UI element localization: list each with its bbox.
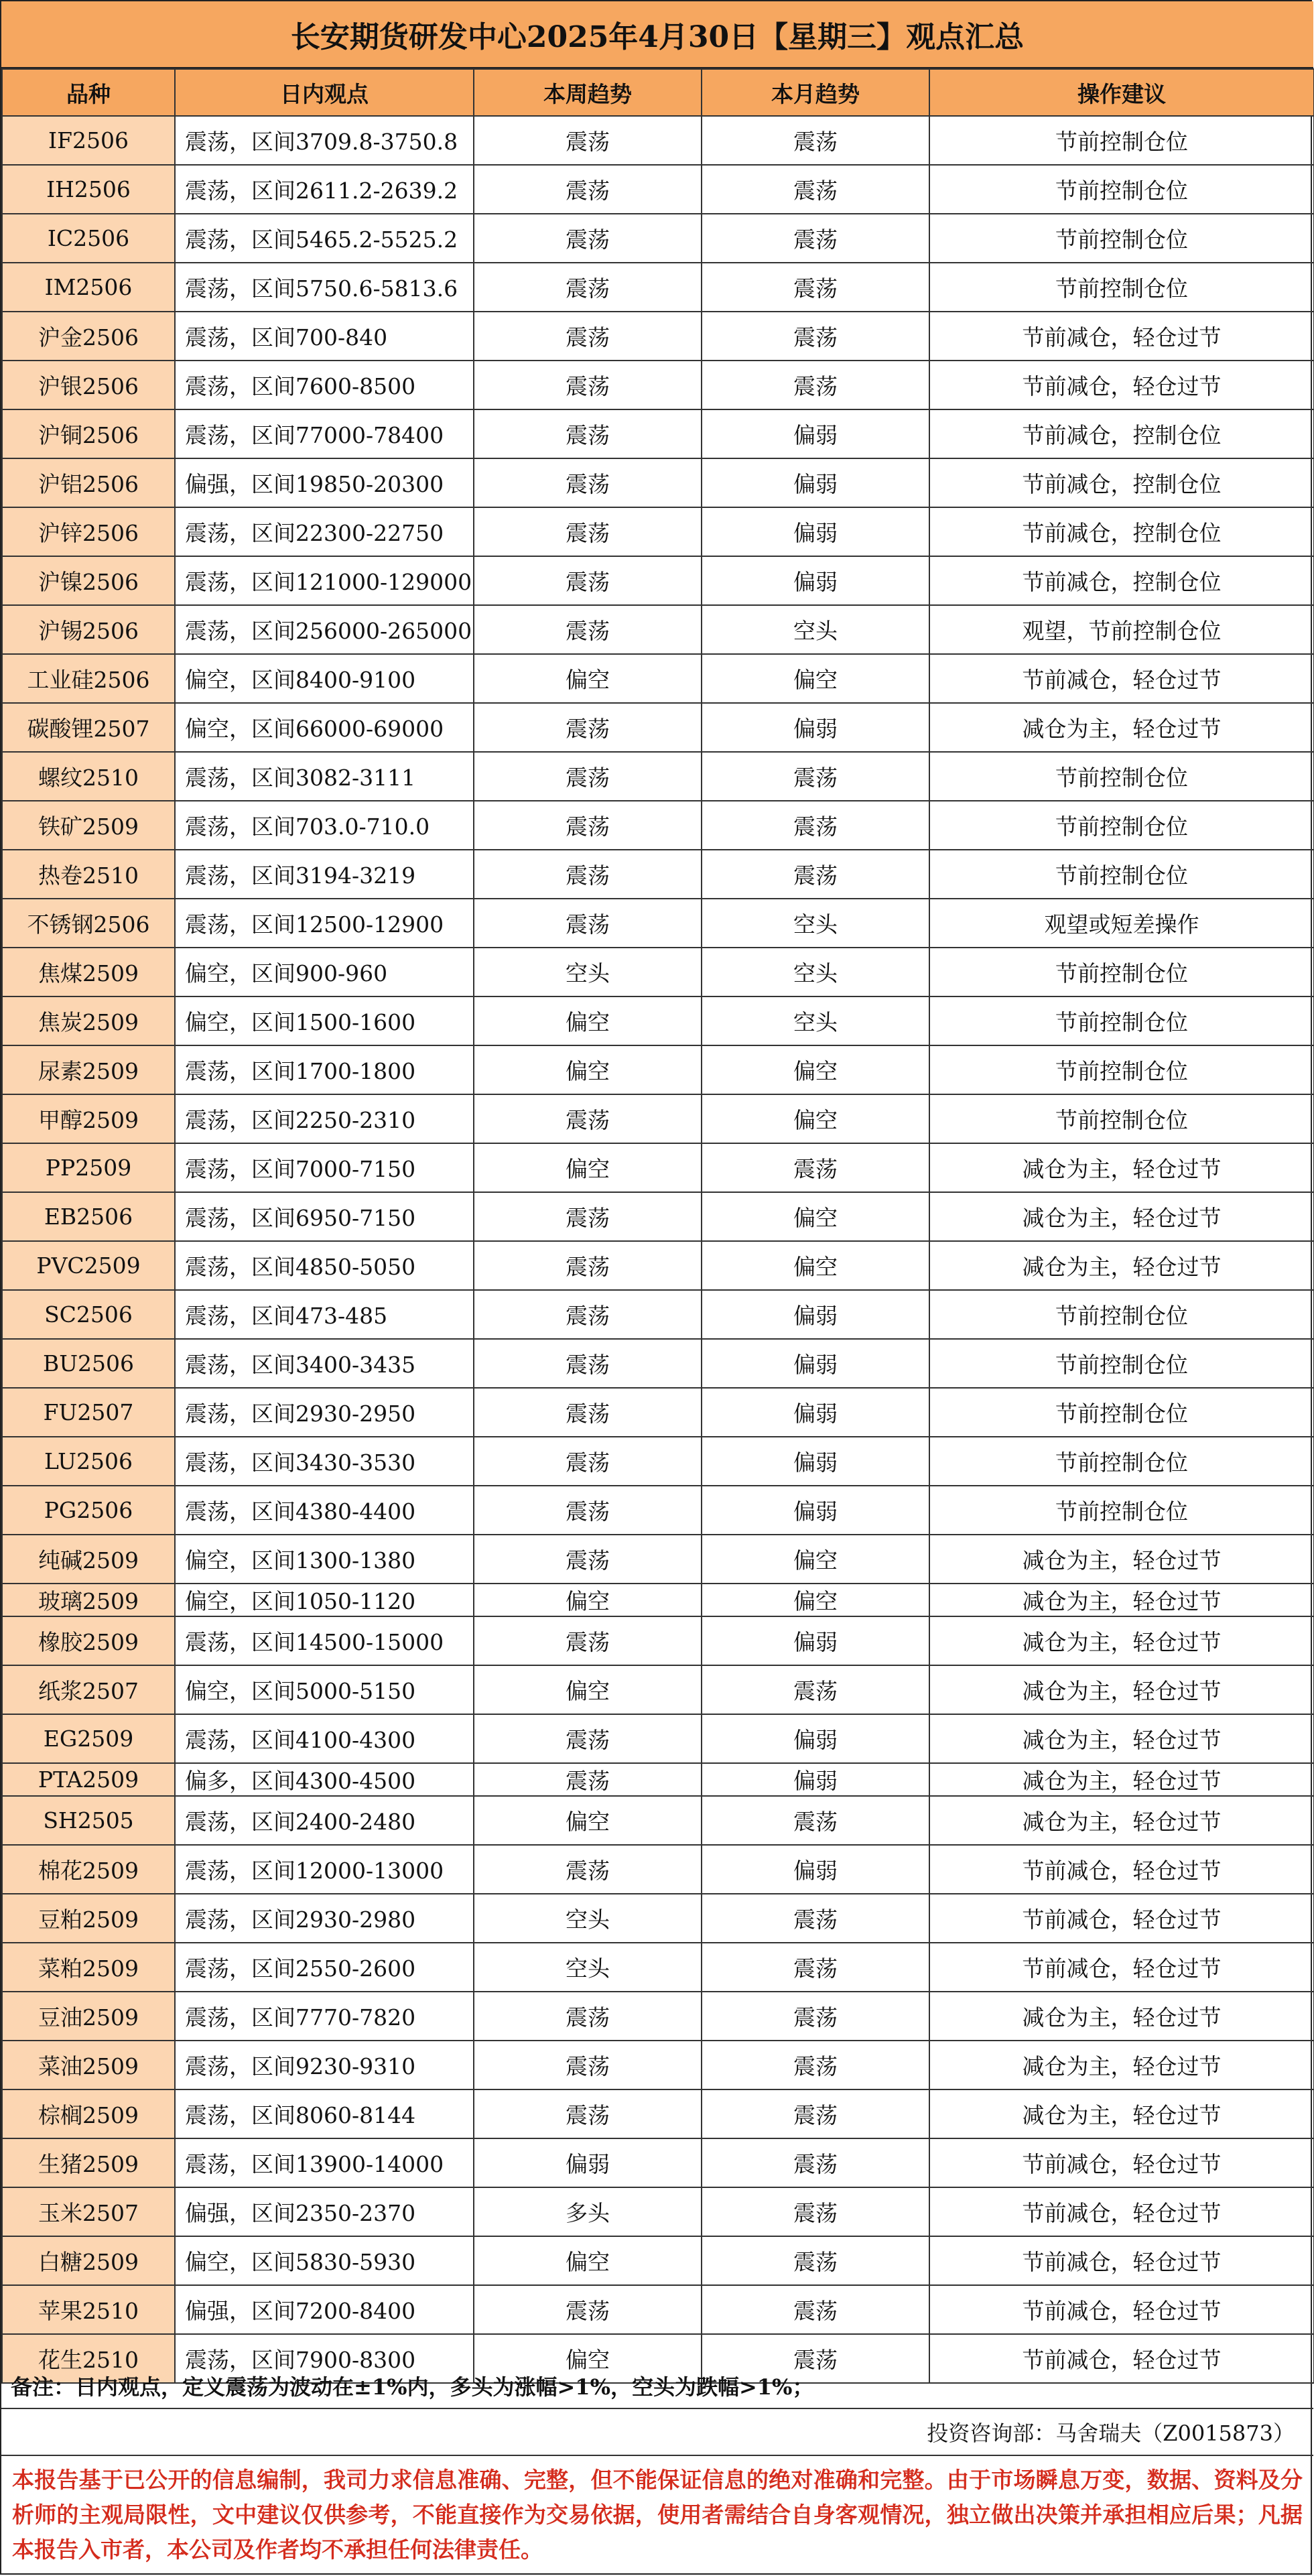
operation-advice-cell: 节前控制仓位 — [929, 996, 1314, 1045]
operation-advice-cell: 节前控制仓位 — [929, 1437, 1314, 1486]
variety-cell: BU2506 — [2, 1339, 175, 1388]
variety-cell: IH2506 — [2, 165, 175, 214]
intraday-view-cell: 震荡，区间12000-13000 — [175, 1845, 474, 1894]
table-row — [2, 1437, 1314, 1486]
table-row — [2, 1339, 1314, 1388]
intraday-view-cell: 震荡，区间9230-9310 — [175, 2041, 474, 2089]
variety-cell: LU2506 — [2, 1437, 175, 1486]
table-row — [2, 2041, 1314, 2089]
weekly-trend-cell: 震荡 — [474, 165, 702, 214]
table-row — [2, 654, 1314, 703]
operation-advice-cell: 减仓为主，轻仓过节 — [929, 1535, 1314, 1584]
variety-cell: 沪铜2506 — [2, 409, 175, 458]
intraday-view-cell: 偏空，区间1500-1600 — [175, 996, 474, 1045]
contact-info: 投资咨询部：马舍瑞夫（Z0015873） — [1, 2409, 1313, 2456]
weekly-trend-cell: 震荡 — [474, 1437, 702, 1486]
monthly-trend-cell: 偏弱 — [702, 507, 929, 556]
variety-cell: 花生2510 — [2, 2334, 175, 2383]
header-variety: 品种 — [2, 69, 175, 116]
weekly-trend-cell: 震荡 — [474, 1486, 702, 1535]
table-row — [2, 1665, 1314, 1714]
operation-advice-cell: 节前减仓，轻仓过节 — [929, 361, 1314, 409]
monthly-trend-cell: 震荡 — [702, 1796, 929, 1845]
intraday-view-cell: 震荡，区间2550-2600 — [175, 1943, 474, 1992]
variety-cell: 沪锌2506 — [2, 507, 175, 556]
monthly-trend-cell: 震荡 — [702, 2041, 929, 2089]
variety-cell: 螺纹2510 — [2, 752, 175, 801]
weekly-trend-cell: 多头 — [474, 2187, 702, 2236]
variety-cell: EG2509 — [2, 1714, 175, 1763]
monthly-trend-cell: 震荡 — [702, 1894, 929, 1943]
table-row — [2, 1486, 1314, 1535]
intraday-view-cell: 震荡，区间2930-2950 — [175, 1388, 474, 1437]
weekly-trend-cell: 偏空 — [474, 1584, 702, 1616]
operation-advice-cell: 节前控制仓位 — [929, 948, 1314, 996]
variety-cell: 白糖2509 — [2, 2236, 175, 2285]
monthly-trend-cell: 空头 — [702, 948, 929, 996]
monthly-trend-cell: 震荡 — [702, 361, 929, 409]
intraday-view-cell: 震荡，区间4850-5050 — [175, 1241, 474, 1290]
operation-advice-cell: 减仓为主，轻仓过节 — [929, 1616, 1314, 1665]
weekly-trend-cell: 震荡 — [474, 214, 702, 263]
variety-cell: 沪锡2506 — [2, 605, 175, 654]
intraday-view-cell: 震荡，区间2930-2980 — [175, 1894, 474, 1943]
table-row — [2, 703, 1314, 752]
monthly-trend-cell: 偏空 — [702, 1584, 929, 1616]
variety-cell: SH2505 — [2, 1796, 175, 1845]
table-row — [2, 1845, 1314, 1894]
intraday-view-cell: 震荡，区间14500-15000 — [175, 1616, 474, 1665]
table-row — [2, 1943, 1314, 1992]
monthly-trend-cell: 偏空 — [702, 1241, 929, 1290]
monthly-trend-cell: 偏弱 — [702, 1486, 929, 1535]
variety-cell: SC2506 — [2, 1290, 175, 1339]
monthly-trend-cell: 震荡 — [702, 1143, 929, 1192]
table-row — [2, 556, 1314, 605]
operation-advice-cell: 节前减仓，轻仓过节 — [929, 654, 1314, 703]
operation-advice-cell: 减仓为主，轻仓过节 — [929, 1992, 1314, 2041]
intraday-view-cell: 偏空，区间5830-5930 — [175, 2236, 474, 2285]
table-row — [2, 1143, 1314, 1192]
weekly-trend-cell: 震荡 — [474, 507, 702, 556]
operation-advice-cell: 节前控制仓位 — [929, 165, 1314, 214]
header-weekly-trend: 本周趋势 — [474, 69, 702, 116]
operation-advice-cell: 节前减仓，轻仓过节 — [929, 2236, 1314, 2285]
table-row — [2, 1894, 1314, 1943]
monthly-trend-cell: 震荡 — [702, 801, 929, 850]
table-row — [2, 263, 1314, 312]
table-row — [2, 1388, 1314, 1437]
monthly-trend-cell: 偏空 — [702, 1094, 929, 1143]
table-row — [2, 2089, 1314, 2138]
monthly-trend-cell: 偏弱 — [702, 1763, 929, 1796]
weekly-trend-cell: 偏空 — [474, 654, 702, 703]
monthly-trend-cell: 偏弱 — [702, 1845, 929, 1894]
table-row — [2, 2138, 1314, 2187]
operation-advice-cell: 节前控制仓位 — [929, 1486, 1314, 1535]
intraday-view-cell: 偏强，区间7200-8400 — [175, 2285, 474, 2334]
weekly-trend-cell: 震荡 — [474, 850, 702, 899]
weekly-trend-cell: 偏弱 — [474, 2138, 702, 2187]
intraday-view-cell: 震荡，区间4100-4300 — [175, 1714, 474, 1763]
operation-advice-cell: 观望或短差操作 — [929, 899, 1314, 948]
table-row — [2, 1045, 1314, 1094]
variety-cell: 生猪2509 — [2, 2138, 175, 2187]
variety-cell: FU2507 — [2, 1388, 175, 1437]
operation-advice-cell: 减仓为主，轻仓过节 — [929, 1763, 1314, 1796]
weekly-trend-cell: 震荡 — [474, 1763, 702, 1796]
table-header-row — [2, 69, 1314, 116]
weekly-trend-cell: 震荡 — [474, 1339, 702, 1388]
table-row — [2, 2187, 1314, 2236]
monthly-trend-cell: 震荡 — [702, 1992, 929, 2041]
monthly-trend-cell: 震荡 — [702, 1943, 929, 1992]
table-row — [2, 361, 1314, 409]
variety-cell: 玻璃2509 — [2, 1584, 175, 1616]
variety-cell: 焦煤2509 — [2, 948, 175, 996]
monthly-trend-cell: 偏空 — [702, 1045, 929, 1094]
operation-advice-cell: 节前减仓，控制仓位 — [929, 458, 1314, 507]
operation-advice-cell: 节前控制仓位 — [929, 752, 1314, 801]
table-row — [2, 752, 1314, 801]
table-row — [2, 214, 1314, 263]
weekly-trend-cell: 空头 — [474, 1943, 702, 1992]
variety-cell: 工业硅2506 — [2, 654, 175, 703]
operation-advice-cell: 节前控制仓位 — [929, 1388, 1314, 1437]
weekly-trend-cell: 偏空 — [474, 1665, 702, 1714]
table-row — [2, 1584, 1314, 1616]
table-row — [2, 1094, 1314, 1143]
operation-advice-cell: 减仓为主，轻仓过节 — [929, 1192, 1314, 1241]
variety-cell: 菜粕2509 — [2, 1943, 175, 1992]
operation-advice-cell: 节前控制仓位 — [929, 1094, 1314, 1143]
weekly-trend-cell: 偏空 — [474, 996, 702, 1045]
monthly-trend-cell: 空头 — [702, 899, 929, 948]
operation-advice-cell: 节前减仓，轻仓过节 — [929, 2285, 1314, 2334]
monthly-trend-cell: 偏空 — [702, 654, 929, 703]
monthly-trend-cell: 空头 — [702, 996, 929, 1045]
intraday-view-cell: 震荡，区间703.0-710.0 — [175, 801, 474, 850]
operation-advice-cell: 减仓为主，轻仓过节 — [929, 1143, 1314, 1192]
monthly-trend-cell: 偏弱 — [702, 1616, 929, 1665]
weekly-trend-cell: 震荡 — [474, 1616, 702, 1665]
monthly-trend-cell: 震荡 — [702, 2285, 929, 2334]
weekly-trend-cell: 震荡 — [474, 703, 702, 752]
intraday-view-cell: 震荡，区间3430-3530 — [175, 1437, 474, 1486]
variety-cell: 橡胶2509 — [2, 1616, 175, 1665]
header-intraday-view: 日内观点 — [175, 69, 474, 116]
weekly-trend-cell: 震荡 — [474, 458, 702, 507]
table-row — [2, 605, 1314, 654]
weekly-trend-cell: 震荡 — [474, 801, 702, 850]
operation-advice-cell: 节前控制仓位 — [929, 1339, 1314, 1388]
weekly-trend-cell: 震荡 — [474, 752, 702, 801]
table-row — [2, 850, 1314, 899]
table-row — [2, 1290, 1314, 1339]
operation-advice-cell: 节前减仓，轻仓过节 — [929, 1894, 1314, 1943]
weekly-trend-cell: 偏空 — [474, 1045, 702, 1094]
monthly-trend-cell: 震荡 — [702, 116, 929, 165]
variety-cell: 菜油2509 — [2, 2041, 175, 2089]
variety-cell: 甲醇2509 — [2, 1094, 175, 1143]
variety-cell: EB2506 — [2, 1192, 175, 1241]
intraday-view-cell: 偏空，区间1300-1380 — [175, 1535, 474, 1584]
operation-advice-cell: 节前减仓，轻仓过节 — [929, 312, 1314, 361]
intraday-view-cell: 震荡，区间7770-7820 — [175, 1992, 474, 2041]
operation-advice-cell: 节前减仓，控制仓位 — [929, 507, 1314, 556]
table-row — [2, 1714, 1314, 1763]
monthly-trend-cell: 震荡 — [702, 2089, 929, 2138]
operation-advice-cell: 减仓为主，轻仓过节 — [929, 2041, 1314, 2089]
intraday-view-cell: 偏多，区间4300-4500 — [175, 1763, 474, 1796]
intraday-view-cell: 震荡，区间7000-7150 — [175, 1143, 474, 1192]
intraday-view-cell: 偏空，区间5000-5150 — [175, 1665, 474, 1714]
weekly-trend-cell: 偏空 — [474, 2334, 702, 2383]
intraday-view-cell: 震荡，区间2250-2310 — [175, 1094, 474, 1143]
intraday-view-cell: 震荡，区间77000-78400 — [175, 409, 474, 458]
variety-cell: 尿素2509 — [2, 1045, 175, 1094]
table-row — [2, 801, 1314, 850]
table-row — [2, 1763, 1314, 1796]
variety-cell: IF2506 — [2, 116, 175, 165]
monthly-trend-cell: 偏弱 — [702, 556, 929, 605]
operation-advice-cell: 节前减仓，轻仓过节 — [929, 2334, 1314, 2383]
variety-cell: PP2509 — [2, 1143, 175, 1192]
monthly-trend-cell: 震荡 — [702, 165, 929, 214]
table-row — [2, 948, 1314, 996]
monthly-trend-cell: 偏空 — [702, 1192, 929, 1241]
weekly-trend-cell: 震荡 — [474, 556, 702, 605]
intraday-view-cell: 震荡，区间7600-8500 — [175, 361, 474, 409]
operation-advice-cell: 节前控制仓位 — [929, 116, 1314, 165]
intraday-view-cell: 震荡，区间3194-3219 — [175, 850, 474, 899]
table-row — [2, 1535, 1314, 1584]
weekly-trend-cell: 震荡 — [474, 312, 702, 361]
table-row — [2, 1616, 1314, 1665]
operation-advice-cell: 节前控制仓位 — [929, 1045, 1314, 1094]
header-operation-advice: 操作建议 — [929, 69, 1314, 116]
weekly-trend-cell: 震荡 — [474, 1992, 702, 2041]
intraday-view-cell: 震荡，区间8060-8144 — [175, 2089, 474, 2138]
intraday-view-cell: 震荡，区间2611.2-2639.2 — [175, 165, 474, 214]
variety-cell: 焦炭2509 — [2, 996, 175, 1045]
monthly-trend-cell: 震荡 — [702, 214, 929, 263]
weekly-trend-cell: 震荡 — [474, 1388, 702, 1437]
intraday-view-cell: 震荡，区间256000-265000 — [175, 605, 474, 654]
weekly-trend-cell: 空头 — [474, 948, 702, 996]
table-row — [2, 1992, 1314, 2041]
operation-advice-cell: 减仓为主，轻仓过节 — [929, 1665, 1314, 1714]
operation-advice-cell: 节前减仓，轻仓过节 — [929, 1845, 1314, 1894]
intraday-view-cell: 偏空，区间900-960 — [175, 948, 474, 996]
monthly-trend-cell: 偏弱 — [702, 703, 929, 752]
operation-advice-cell: 节前控制仓位 — [929, 214, 1314, 263]
weekly-trend-cell: 空头 — [474, 1894, 702, 1943]
table-body — [2, 116, 1314, 2383]
variety-cell: IC2506 — [2, 214, 175, 263]
variety-cell: 沪银2506 — [2, 361, 175, 409]
operation-advice-cell: 节前减仓，轻仓过节 — [929, 2187, 1314, 2236]
monthly-trend-cell: 震荡 — [702, 263, 929, 312]
operation-advice-cell: 节前控制仓位 — [929, 801, 1314, 850]
intraday-view-cell: 震荡，区间121000-129000 — [175, 556, 474, 605]
intraday-view-cell: 震荡，区间473-485 — [175, 1290, 474, 1339]
variety-cell: 豆油2509 — [2, 1992, 175, 2041]
table-row — [2, 409, 1314, 458]
weekly-trend-cell: 震荡 — [474, 605, 702, 654]
variety-cell: 棕榈2509 — [2, 2089, 175, 2138]
variety-cell: 铁矿2509 — [2, 801, 175, 850]
intraday-view-cell: 震荡，区间7900-8300 — [175, 2334, 474, 2383]
weekly-trend-cell: 震荡 — [474, 409, 702, 458]
weekly-trend-cell: 偏空 — [474, 2236, 702, 2285]
variety-cell: 沪金2506 — [2, 312, 175, 361]
variety-cell: 棉花2509 — [2, 1845, 175, 1894]
view-summary-table — [1, 68, 1314, 2384]
weekly-trend-cell: 震荡 — [474, 361, 702, 409]
operation-advice-cell: 减仓为主，轻仓过节 — [929, 1241, 1314, 1290]
monthly-trend-cell: 震荡 — [702, 2334, 929, 2383]
operation-advice-cell: 减仓为主，轻仓过节 — [929, 1796, 1314, 1845]
table-row — [2, 458, 1314, 507]
operation-advice-cell: 减仓为主，轻仓过节 — [929, 1714, 1314, 1763]
intraday-view-cell: 震荡，区间4380-4400 — [175, 1486, 474, 1535]
weekly-trend-cell: 震荡 — [474, 1845, 702, 1894]
monthly-trend-cell: 震荡 — [702, 312, 929, 361]
monthly-trend-cell: 空头 — [702, 605, 929, 654]
table-row — [2, 996, 1314, 1045]
weekly-trend-cell: 震荡 — [474, 1241, 702, 1290]
variety-cell: 玉米2507 — [2, 2187, 175, 2236]
weekly-trend-cell: 震荡 — [474, 2089, 702, 2138]
operation-advice-cell: 节前控制仓位 — [929, 263, 1314, 312]
weekly-trend-cell: 震荡 — [474, 899, 702, 948]
monthly-trend-cell: 震荡 — [702, 2187, 929, 2236]
operation-advice-cell: 节前控制仓位 — [929, 1290, 1314, 1339]
remark-note: 备注：日内观点，定义震荡为波动在±1%内，多头为涨幅>1%，空头为跌幅>1%； — [1, 2364, 1313, 2409]
operation-advice-cell: 减仓为主，轻仓过节 — [929, 2089, 1314, 2138]
intraday-view-cell: 震荡，区间1700-1800 — [175, 1045, 474, 1094]
variety-cell: PVC2509 — [2, 1241, 175, 1290]
intraday-view-cell: 震荡，区间22300-22750 — [175, 507, 474, 556]
intraday-view-cell: 震荡，区间13900-14000 — [175, 2138, 474, 2187]
monthly-trend-cell: 偏弱 — [702, 409, 929, 458]
table-row — [2, 899, 1314, 948]
table-row — [2, 1241, 1314, 1290]
intraday-view-cell: 震荡，区间3709.8-3750.8 — [175, 116, 474, 165]
intraday-view-cell: 震荡，区间5465.2-5525.2 — [175, 214, 474, 263]
intraday-view-cell: 偏强，区间2350-2370 — [175, 2187, 474, 2236]
weekly-trend-cell: 震荡 — [474, 1094, 702, 1143]
intraday-view-cell: 震荡，区间6950-7150 — [175, 1192, 474, 1241]
table-row — [2, 312, 1314, 361]
monthly-trend-cell: 震荡 — [702, 752, 929, 801]
variety-cell: 不锈钢2506 — [2, 899, 175, 948]
weekly-trend-cell: 震荡 — [474, 1714, 702, 1763]
variety-cell: 沪镍2506 — [2, 556, 175, 605]
operation-advice-cell: 观望，节前控制仓位 — [929, 605, 1314, 654]
table-row — [2, 165, 1314, 214]
table-row — [2, 2285, 1314, 2334]
monthly-trend-cell: 震荡 — [702, 2236, 929, 2285]
monthly-trend-cell: 震荡 — [702, 2138, 929, 2187]
variety-cell: 热卷2510 — [2, 850, 175, 899]
intraday-view-cell: 震荡，区间12500-12900 — [175, 899, 474, 948]
intraday-view-cell: 偏空，区间1050-1120 — [175, 1584, 474, 1616]
variety-cell: 碳酸锂2507 — [2, 703, 175, 752]
table-row — [2, 1796, 1314, 1845]
header-monthly-trend: 本月趋势 — [702, 69, 929, 116]
operation-advice-cell: 节前减仓，控制仓位 — [929, 556, 1314, 605]
table-row — [2, 1192, 1314, 1241]
variety-cell: 纯碱2509 — [2, 1535, 175, 1584]
table-row — [2, 507, 1314, 556]
intraday-view-cell: 震荡，区间3400-3435 — [175, 1339, 474, 1388]
operation-advice-cell: 节前减仓，轻仓过节 — [929, 1943, 1314, 1992]
variety-cell: PG2506 — [2, 1486, 175, 1535]
operation-advice-cell: 节前控制仓位 — [929, 850, 1314, 899]
table-row — [2, 2236, 1314, 2285]
weekly-trend-cell: 震荡 — [474, 1192, 702, 1241]
intraday-view-cell: 偏强，区间19850-20300 — [175, 458, 474, 507]
monthly-trend-cell: 偏弱 — [702, 1339, 929, 1388]
variety-cell: 苹果2510 — [2, 2285, 175, 2334]
weekly-trend-cell: 偏空 — [474, 1796, 702, 1845]
weekly-trend-cell: 震荡 — [474, 1290, 702, 1339]
intraday-view-cell: 震荡，区间2400-2480 — [175, 1796, 474, 1845]
intraday-view-cell: 偏空，区间8400-9100 — [175, 654, 474, 703]
weekly-trend-cell: 震荡 — [474, 2285, 702, 2334]
variety-cell: 豆粕2509 — [2, 1894, 175, 1943]
intraday-view-cell: 偏空，区间66000-69000 — [175, 703, 474, 752]
variety-cell: 纸浆2507 — [2, 1665, 175, 1714]
monthly-trend-cell: 偏空 — [702, 1535, 929, 1584]
operation-advice-cell: 节前减仓，控制仓位 — [929, 409, 1314, 458]
weekly-trend-cell: 震荡 — [474, 2041, 702, 2089]
report-title: 长安期货研发中心2025年4月30日【星期三】观点汇总 — [1, 1, 1313, 68]
operation-advice-cell: 减仓为主，轻仓过节 — [929, 703, 1314, 752]
monthly-trend-cell: 偏弱 — [702, 1714, 929, 1763]
intraday-view-cell: 震荡，区间700-840 — [175, 312, 474, 361]
weekly-trend-cell: 震荡 — [474, 1535, 702, 1584]
operation-advice-cell: 减仓为主，轻仓过节 — [929, 1584, 1314, 1616]
intraday-view-cell: 震荡，区间3082-3111 — [175, 752, 474, 801]
monthly-trend-cell: 震荡 — [702, 1665, 929, 1714]
weekly-trend-cell: 震荡 — [474, 263, 702, 312]
monthly-trend-cell: 偏弱 — [702, 1388, 929, 1437]
operation-advice-cell: 节前减仓，轻仓过节 — [929, 2138, 1314, 2187]
monthly-trend-cell: 偏弱 — [702, 458, 929, 507]
weekly-trend-cell: 震荡 — [474, 116, 702, 165]
variety-cell: IM2506 — [2, 263, 175, 312]
variety-cell: PTA2509 — [2, 1763, 175, 1796]
monthly-trend-cell: 偏弱 — [702, 1437, 929, 1486]
disclaimer-text: 本报告基于已公开的信息编制，我司力求信息准确、完整，但不能保证信息的绝对准确和完整。由于市场瞬息万变，数据、资料及分析师的主观局限性，文中建议仅供参考，不能直接作为交易依据，使用者需结合自身客观情况，独立做出决策并承担相应后果；凡据本报告入市者，本公司及作者均不承担任何法律责任。 — [12, 2467, 1303, 2563]
monthly-trend-cell: 偏弱 — [702, 1290, 929, 1339]
variety-cell: 沪铝2506 — [2, 458, 175, 507]
monthly-trend-cell: 震荡 — [702, 850, 929, 899]
intraday-view-cell: 震荡，区间5750.6-5813.6 — [175, 263, 474, 312]
weekly-trend-cell: 偏空 — [474, 1143, 702, 1192]
table-row — [2, 116, 1314, 165]
